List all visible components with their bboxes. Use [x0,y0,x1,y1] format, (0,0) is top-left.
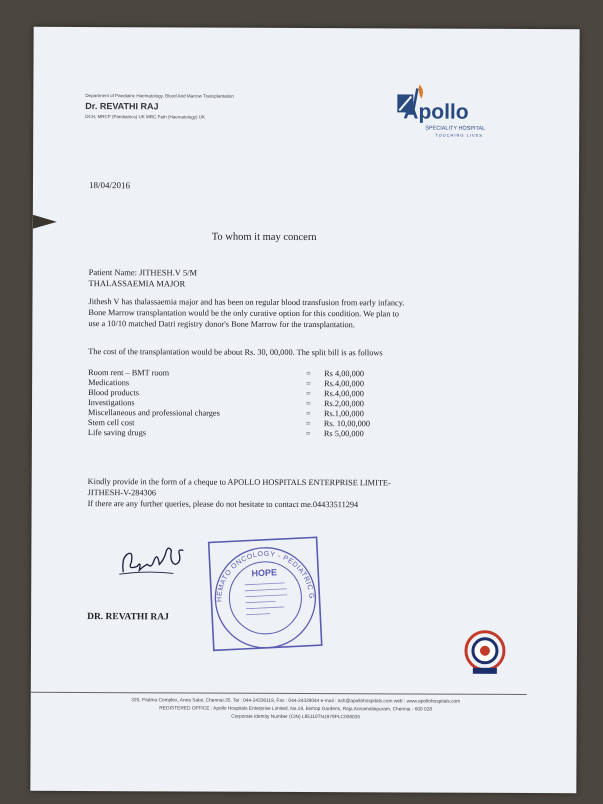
footer-divider [31,692,527,695]
doctor-name-header: Dr. REVATHI RAJ [85,101,159,112]
bill-item: Blood products [88,388,140,398]
bill-amount: Rs 4,00,000 [324,369,365,379]
bill-item: Investigations [88,398,135,408]
bill-equals: = [306,369,311,379]
letter-page [30,27,579,793]
body-paragraph [88,296,518,331]
paragraph-line: Bone Marrow transplantation would be the only curative option for this condition. We plan to [88,308,399,319]
bill-row [88,428,408,439]
paragraph-line: use a 10/10 matched Datri registry donor's Bone Marrow for the transplantation. [88,319,355,330]
bill-item: Miscellaneous and professional charges [87,408,220,418]
bill-amount: Rs. 10,00,000 [323,419,371,429]
footer-registered-office: REGISTERED OFFICE : Apollo Hospitals Enterprise Limited, No.19, Bishop Gardens, Raja Annamalaipuram, Chennai - 600 028 [159,706,433,713]
doctor-qualifications: DCH, MRCP (Paediatrics) UK MRC Path (Haematology) UK [85,114,205,120]
diagnosis: THALASSAEMIA MAJOR [88,278,186,289]
paragraph-line: Jithesh V has thalassaemia major and has been on regular blood transfusion from early infancy. [88,297,405,308]
bill-equals: = [305,409,311,419]
bill-equals: = [306,389,311,399]
bill-item: Room rent – BMT room [88,368,170,378]
bill-amount: Rs 5,00,000 [323,429,364,439]
stamp-center-title: HOPE [251,567,278,579]
accreditation-seal-icon [463,630,507,676]
patient-block [89,267,198,289]
footer-address: 320, Padma Complex, Anna Salai, Chennai-35. Tel : 044-24336119, Fax : 044-24329044 e-mail : ash@apollohospitals.com web : www.apollohospitals.com [131,698,461,705]
apollo-logo-wordmark: Apollo [403,100,469,124]
bill-table [88,368,408,439]
stamp-ring-text: HEMATO ONCOLOGY - PEDIATRIC GROUP [216,550,315,603]
cheque-line: If there are any further queries, please do not hesitate to contact me.04433511294 [87,499,359,510]
cheque-line: JITHESH-V-284306 [87,488,157,498]
bill-item: Stem cell cost [87,418,135,428]
letterhead-footer [31,697,561,723]
paper-fold [33,215,57,229]
handwritten-signature [117,540,197,580]
patient-name: Patient Name: JITHESH.V 5/M [88,267,198,278]
letter-date: 18/04/2016 [88,180,131,191]
department-line: Department of Paediatric Haematology, Blood And Marrow Transplantation [85,93,234,99]
cheque-instructions [88,476,391,510]
cheque-line: Kindly provide in the form of a cheque to APOLLO HOSPITALS ENTERPRISE LIMITE- [87,477,391,488]
bill-item: Life saving drugs [87,428,146,438]
bill-equals: = [305,419,311,429]
bill-equals: = [306,399,311,409]
footer-cin: Corporate Identity Number (CIN) L85110TN1979PLC008035 [231,714,361,721]
bill-item: Medications [88,378,130,388]
cost-line: The cost of the transplantation would be about Rs. 30, 00,000. The split bill is as follows [88,347,383,358]
apollo-logo-tagline: TOUCHING LIVES [435,132,483,138]
bill-equals: = [305,429,311,439]
bill-amount: Rs.2,00,000 [324,399,364,409]
salutation: To whom it may concern [211,231,317,244]
bill-equals: = [306,379,311,389]
apollo-logo-subtitle: SPECIALITY HOSPITAL [425,125,486,132]
bill-amount: Rs.4,00,000 [324,389,364,399]
bill-amount: Rs.4,00,000 [324,379,365,389]
signatory-name: DR. REVATHI RAJ [87,612,169,623]
bill-amount: Rs.1,00,000 [323,409,364,419]
hope-rubber-stamp [203,536,328,653]
